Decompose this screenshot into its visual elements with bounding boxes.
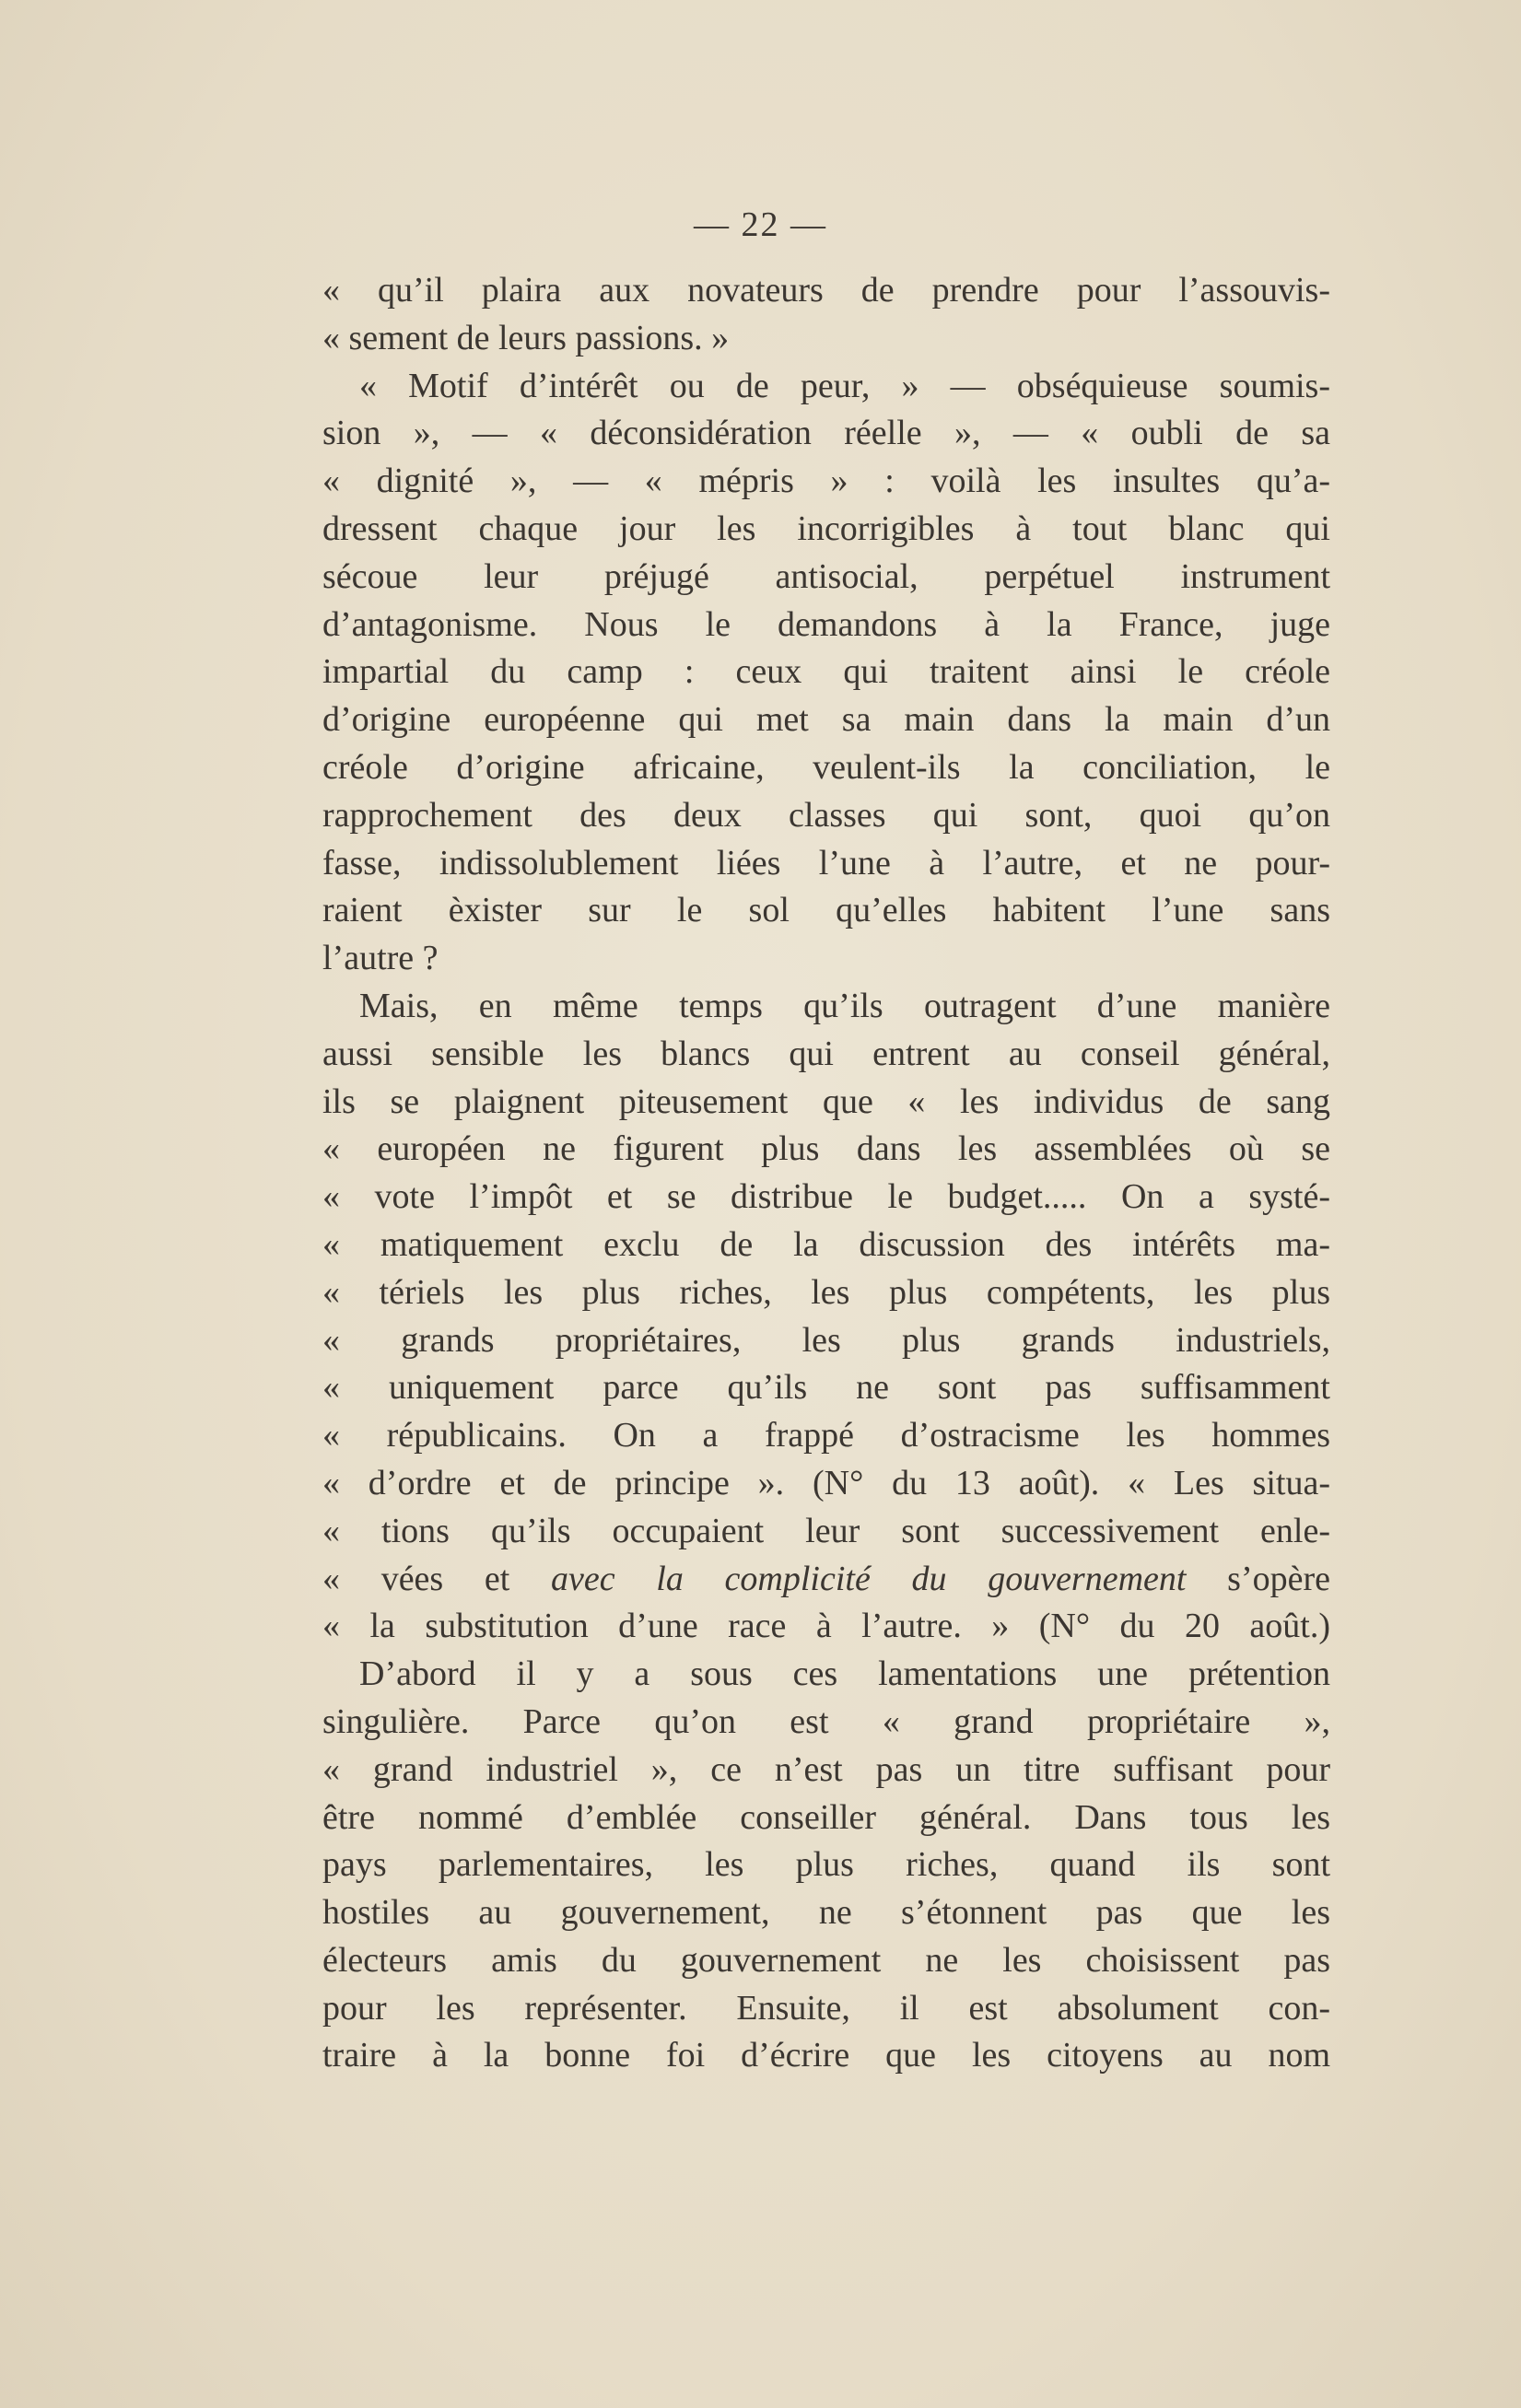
text-line (322, 696, 1330, 744)
text-span: d’antagonisme. Nous le demandons à la France, juge (322, 604, 1330, 644)
text-line (322, 1222, 1330, 1269)
text-line (322, 410, 1330, 458)
body-text (322, 267, 1330, 2080)
text-span: hostiles au gouvernement, ne s’étonnent pas que les (322, 1893, 1330, 1933)
text-line (322, 1174, 1330, 1222)
text-line (322, 744, 1330, 792)
text-line (322, 1460, 1330, 1508)
text-line (322, 1508, 1330, 1556)
text-line (322, 554, 1330, 602)
text-span: d’origine européenne qui met sa main dans la main d’un (322, 700, 1330, 740)
text-span: impartial du camp : ceux qui traitent ainsi le créole (322, 652, 1330, 692)
text-line (322, 458, 1330, 506)
text-line (322, 1412, 1330, 1460)
text-span: « européen ne figurent plus dans les assemblées où se (322, 1129, 1330, 1169)
text-span: pour les représenter. Ensuite, il est absolument con- (322, 1988, 1330, 2028)
text-line (322, 1651, 1330, 1699)
text-line (322, 887, 1330, 935)
text-span: singulière. Parce qu’on est « grand propriétaire », (322, 1701, 1330, 1741)
text-line (322, 1889, 1330, 1937)
text-span: dressent chaque jour les incorrigibles à tout blanc qui (322, 508, 1330, 548)
text-span: créole d’origine africaine, veulent-ils la conciliation, le (322, 747, 1330, 787)
text-span: « d’ordre et de principe ». (N° du 13 août). « Les situa- (322, 1463, 1330, 1502)
text-span: être nommé d’emblée conseiller général. Dans tous les (322, 1797, 1330, 1837)
text-line (322, 315, 1330, 363)
text-line (322, 1269, 1330, 1317)
text-span: « tériels les plus riches, les plus compétents, les plus (322, 1272, 1330, 1312)
text-line (322, 1364, 1330, 1412)
text-span: « la substitution d’une race à l’autre. » (N° du 20 août.) (322, 1607, 1330, 1646)
text-span: « sement de leurs passions. » (322, 318, 730, 357)
text-span: Mais, en même temps qu’ils outragent d’une manière (359, 986, 1330, 1025)
text-line (322, 840, 1330, 888)
text-line (322, 935, 1330, 983)
text-line (322, 983, 1330, 1031)
text-line (322, 1603, 1330, 1651)
italic-text: avec la complicité du gouvernement (551, 1559, 1187, 1598)
text-line (322, 1126, 1330, 1174)
text-span: « dignité », — « mépris » : voilà les insultes qu’a- (322, 462, 1330, 501)
text-line (322, 1985, 1330, 2033)
page-number: — 22 — (694, 205, 827, 244)
text-line (322, 267, 1330, 315)
text-line (322, 363, 1330, 411)
text-span: « grands propriétaires, les plus grands industriels, (322, 1320, 1330, 1360)
text-span: « grand industriel », ce n’est pas un titre suffisant pour (322, 1749, 1330, 1789)
text-span: s’opère (1186, 1559, 1330, 1598)
text-span: traire à la bonne foi d’écrire que les citoyens au nom (322, 2036, 1330, 2075)
text-line (322, 506, 1330, 554)
text-line (322, 1699, 1330, 1747)
text-span: l’autre ? (322, 939, 439, 978)
text-span: raient èxister sur le sol qu’elles habitent l’une sans (322, 891, 1330, 930)
text-line (322, 792, 1330, 840)
text-span: « qu’il plaira aux novateurs de prendre pour l’assouvis- (322, 271, 1330, 310)
text-line (322, 1747, 1330, 1794)
text-line (322, 602, 1330, 649)
text-line (322, 1841, 1330, 1889)
text-span: ils se plaignent piteusement que « les individus de sang (322, 1081, 1330, 1121)
text-line (322, 1556, 1330, 1604)
text-span: fasse, indissolublement liées l’une à l’autre, et ne pour- (322, 843, 1330, 883)
text-span: pays parlementaires, les plus riches, quand ils sont (322, 1845, 1330, 1885)
text-line (322, 1031, 1330, 1079)
text-span: sécoue leur préjugé antisocial, perpétuel instrument (322, 556, 1330, 596)
text-line (322, 2032, 1330, 2080)
text-span: « républicains. On a frappé d’ostracisme les hommes (322, 1416, 1330, 1455)
text-span: aussi sensible les blancs qui entrent au conseil général, (322, 1034, 1330, 1073)
text-line (322, 1317, 1330, 1365)
text-line (322, 649, 1330, 696)
text-line (322, 1079, 1330, 1127)
text-line (322, 1937, 1330, 1985)
text-span: sion », — « déconsidération réelle », — « oubli de sa (322, 414, 1330, 453)
text-span: « matiquement exclu de la discussion des intérêts ma- (322, 1224, 1330, 1264)
text-span: « Motif d’intérêt ou de peur, » — obséquieuse soumis- (359, 366, 1330, 405)
text-line (322, 1794, 1330, 1842)
text-span: « tions qu’ils occupaient leur sont successivement enle- (322, 1511, 1330, 1550)
text-span: rapprochement des deux classes qui sont, quoi qu’on (322, 795, 1330, 835)
text-span: « vote l’impôt et se distribue le budget..... On a systé- (322, 1177, 1330, 1217)
text-span: électeurs amis du gouvernement ne les choisissent pas (322, 1940, 1330, 1980)
text-span: D’abord il y a sous ces lamentations une prétention (359, 1654, 1330, 1694)
text-span: « uniquement parce qu’ils ne sont pas suffisamment (322, 1368, 1330, 1408)
text-span: « vées et (322, 1559, 552, 1598)
